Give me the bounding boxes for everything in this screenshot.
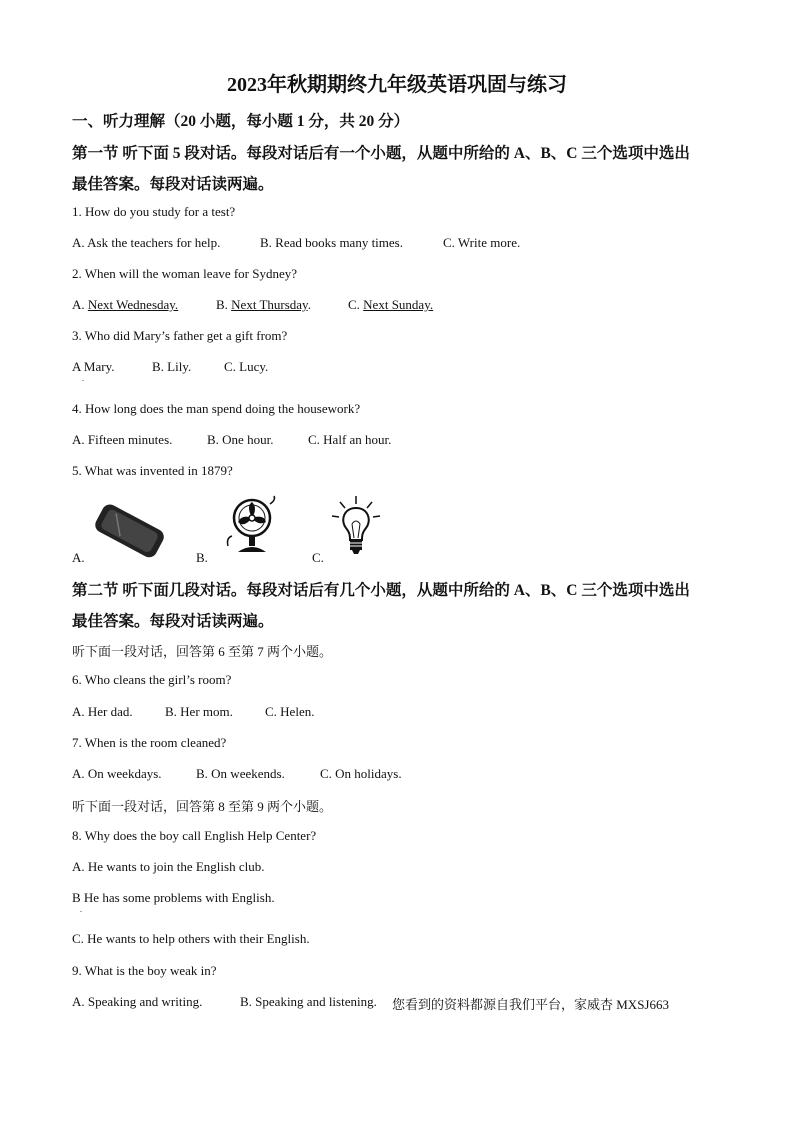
q1-option-c: C. Write more. xyxy=(443,235,521,250)
q6-option-c: C. Helen. xyxy=(265,704,315,719)
question-4: 4. How long does the man spend doing the housework? xyxy=(72,401,361,416)
watermark-text: 您看到的资料都源自我们平台，家威杏 MXSJ663 xyxy=(392,997,669,1012)
q5-option-c: C. xyxy=(312,550,324,565)
phone-icon xyxy=(90,500,170,560)
light-bulb-icon xyxy=(330,494,382,560)
q7-option-b: B. On weekends. xyxy=(196,766,285,781)
question-1: 1. How do you study for a test? xyxy=(72,204,236,219)
q8-option-a: A. He wants to join the English club. xyxy=(72,859,265,874)
q1-option-b: B. Read books many times. xyxy=(260,235,403,250)
section1-instructions-cont: 最佳答案。每段对话读两遍。 xyxy=(72,176,274,193)
question-9: 9. What is the boy weak in? xyxy=(72,963,217,978)
stray-dot: . xyxy=(80,905,82,914)
q5-option-a: A. xyxy=(72,550,85,565)
question-3: 3. Who did Mary’s father get a gift from? xyxy=(72,328,288,343)
section2-instructions: 第二节 听下面几段对话。每段对话后有几个小题，从题中所给的 A、B、C 三个选项中选出 xyxy=(72,582,690,599)
part1-heading: 一、听力理解（20 小题，每小题 1 分，共 20 分） xyxy=(72,113,410,130)
question-7: 7. When is the room cleaned? xyxy=(72,735,227,750)
q4-option-c: C. Half an hour. xyxy=(308,432,392,447)
page-title: 2023年秋期期终九年级英语巩固与练习 xyxy=(227,74,567,96)
q3-option-c: C. Lucy. xyxy=(224,359,269,374)
q2-option-b: B. Next Thursday. xyxy=(216,297,311,312)
stray-dot: . xyxy=(82,374,84,383)
q3-option-b: B. Lily. xyxy=(152,359,192,374)
q5-option-b: B. xyxy=(196,550,208,565)
q3-option-a: A Mary. xyxy=(72,359,115,374)
dialogue-intro-8-9: 听下面一段对话，回答第 8 至第 9 两个小题。 xyxy=(72,799,333,814)
q2-option-c: C. Next Sunday. xyxy=(348,297,434,312)
q6-option-a: A. Her dad. xyxy=(72,704,133,719)
q9-option-a: A. Speaking and writing. xyxy=(72,994,203,1009)
dialogue-intro-6-7: 听下面一段对话，回答第 6 至第 7 两个小题。 xyxy=(72,644,333,659)
question-2: 2. When will the woman leave for Sydney? xyxy=(72,266,298,281)
question-6: 6. Who cleans the girl’s room? xyxy=(72,672,232,687)
question-8: 8. Why does the boy call English Help Center? xyxy=(72,828,317,843)
q2-option-a: A. Next Wednesday. xyxy=(72,297,179,312)
q8-option-c: C. He wants to help others with their English. xyxy=(72,931,310,946)
q8-option-b: B He has some problems with English. xyxy=(72,890,275,905)
q7-option-a: A. On weekdays. xyxy=(72,766,162,781)
q6-option-b: B. Her mom. xyxy=(165,704,233,719)
q7-option-c: C. On holidays. xyxy=(320,766,402,781)
question-5: 5. What was invented in 1879? xyxy=(72,463,233,478)
q4-option-a: A. Fifteen minutes. xyxy=(72,432,173,447)
q9-option-b: B. Speaking and listening. xyxy=(240,994,377,1009)
fan-icon xyxy=(222,494,282,558)
section1-instructions: 第一节 听下面 5 段对话。每段对话后有一个小题，从题中所给的 A、B、C 三个选项中选出 xyxy=(72,145,690,162)
q1-option-a: A. Ask the teachers for help. xyxy=(72,235,221,250)
section2-instructions-cont: 最佳答案。每段对话读两遍。 xyxy=(72,613,274,630)
q4-option-b: B. One hour. xyxy=(207,432,274,447)
